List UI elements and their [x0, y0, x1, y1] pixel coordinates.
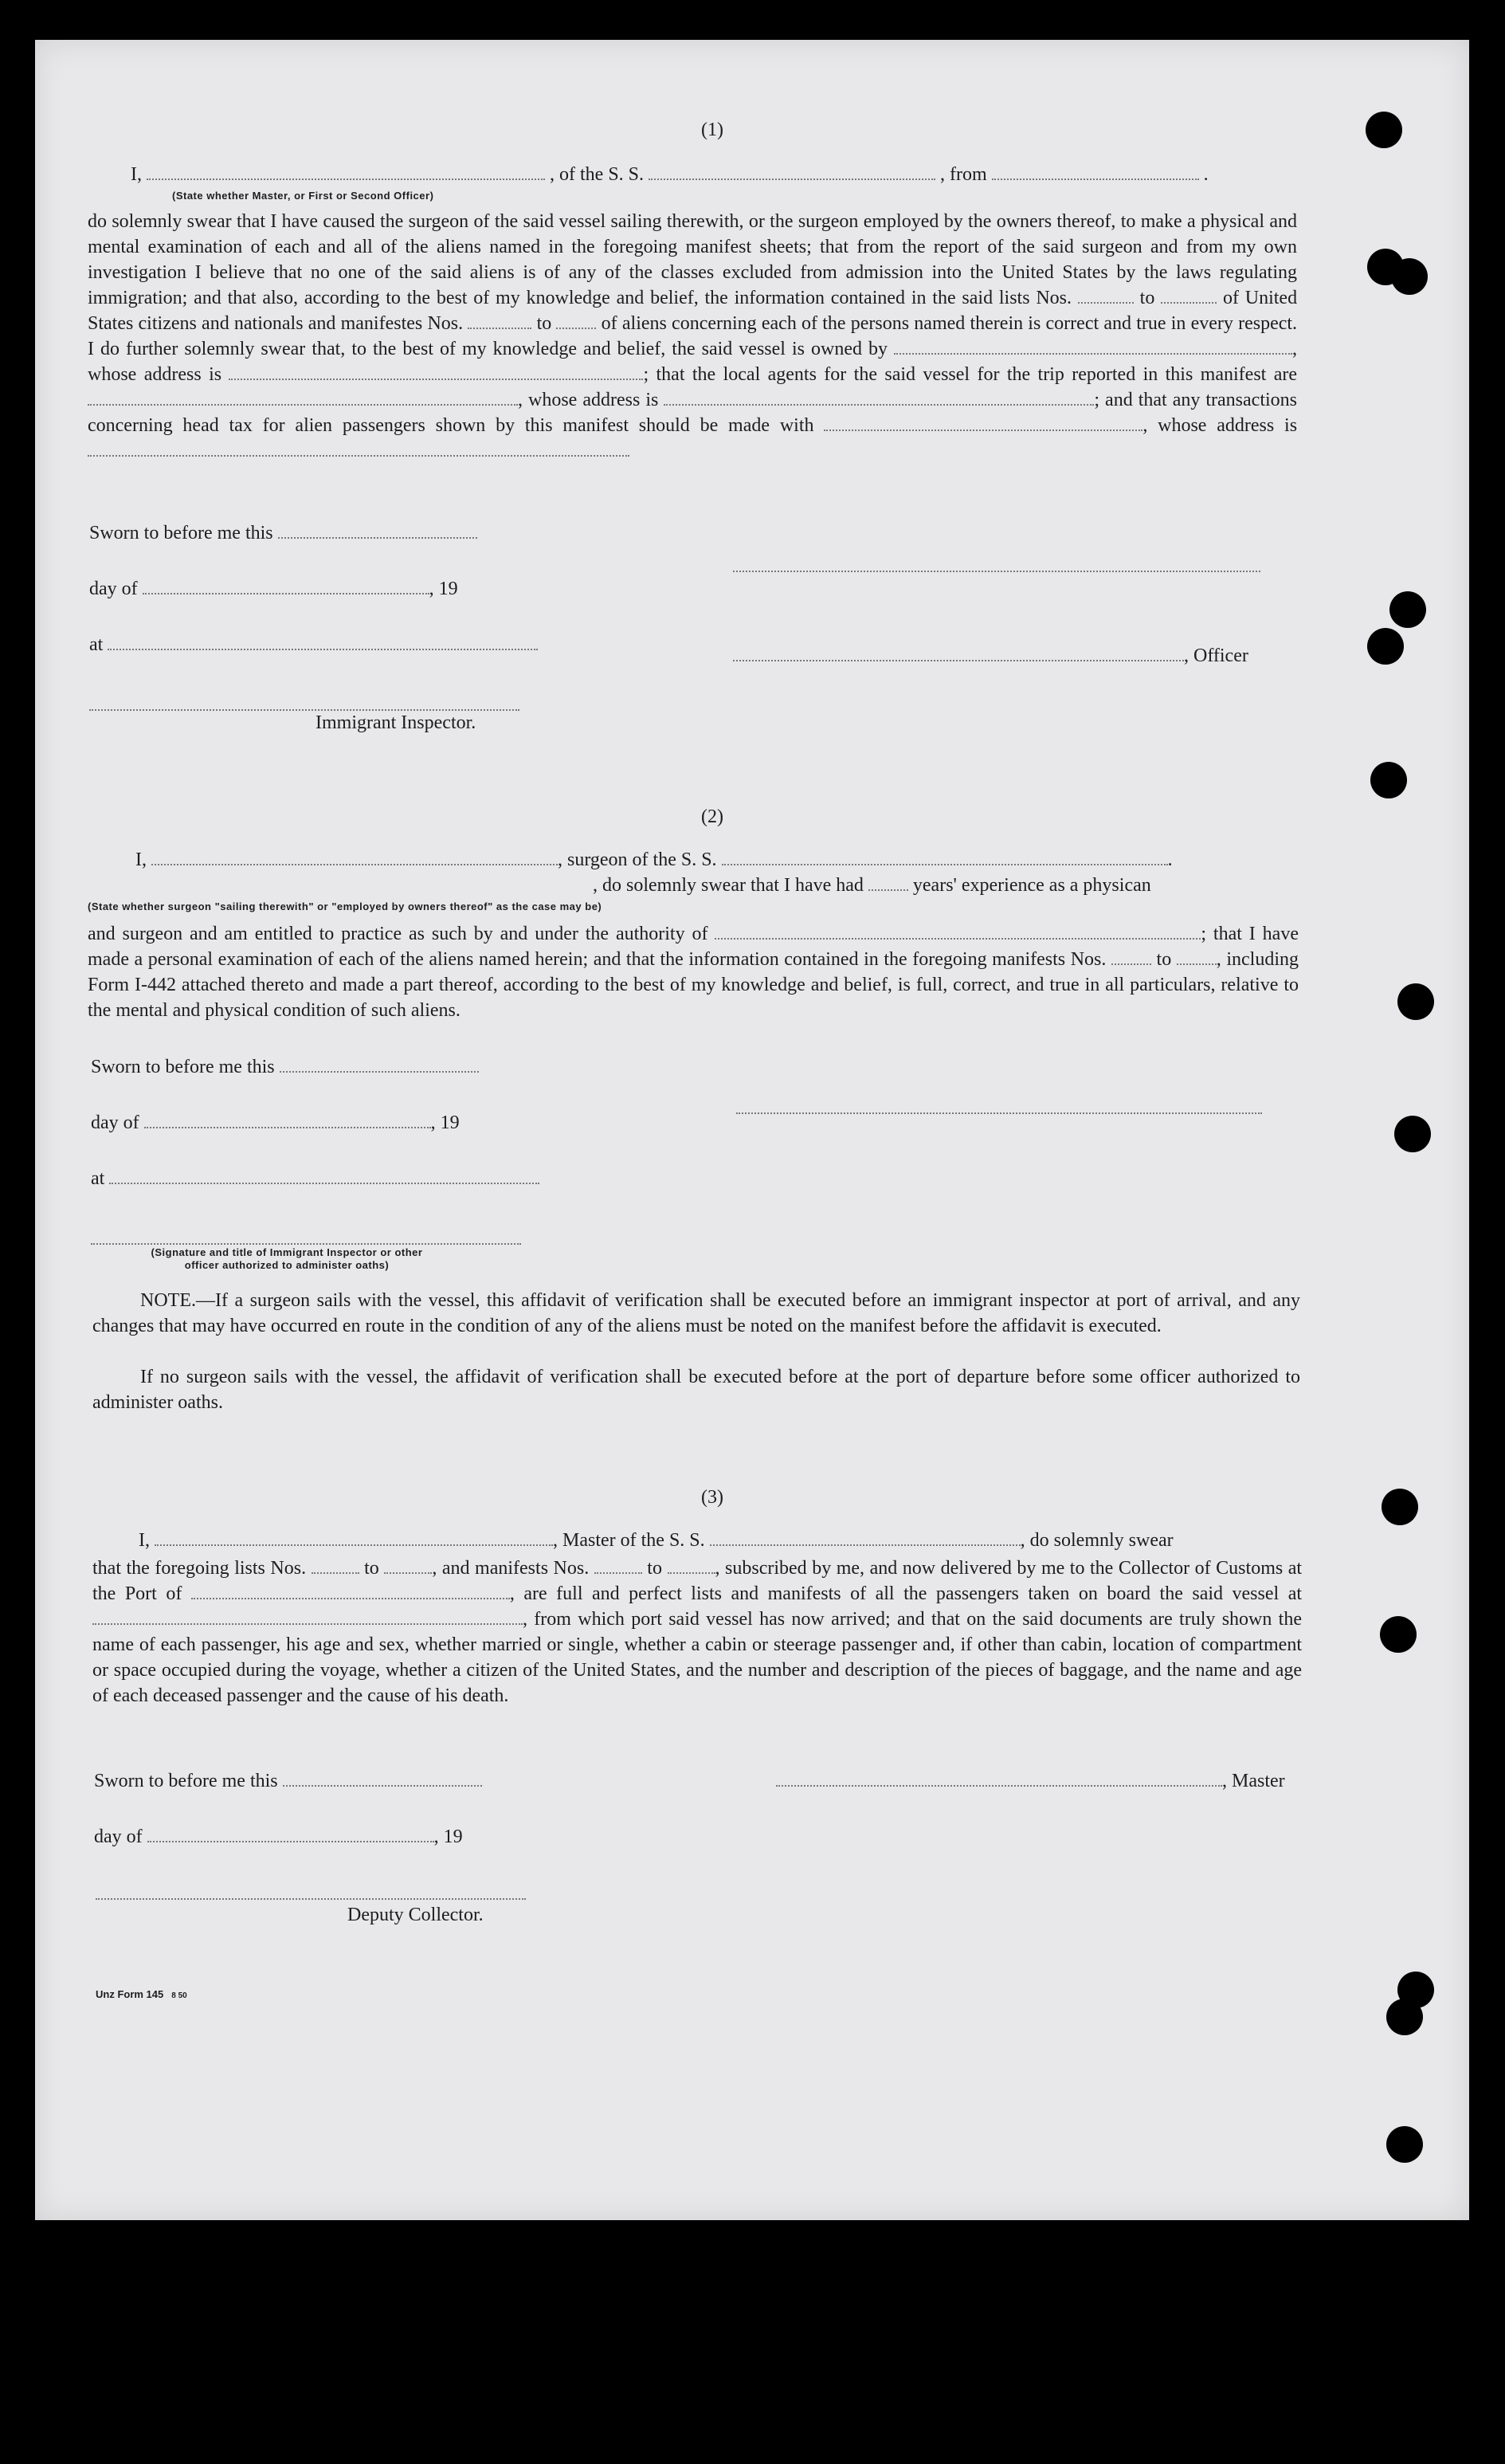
day-field[interactable] — [144, 1112, 431, 1128]
at-line — [89, 634, 538, 656]
at-label: at — [89, 634, 104, 655]
punch-hole — [1394, 1116, 1431, 1152]
body-text: and surgeon and am entitled to practice as such by and under the authority of — [88, 924, 708, 944]
sworn-line — [91, 1057, 479, 1078]
officer-signature-field[interactable] — [733, 645, 1184, 661]
day-label: day of — [89, 579, 138, 599]
at-line — [91, 1168, 539, 1190]
sworn-label: Sworn to before me this — [91, 1057, 275, 1077]
owner-address-field[interactable] — [229, 364, 643, 380]
section2-body — [88, 921, 1299, 1023]
punch-hole — [1366, 112, 1402, 148]
signature-note-line: (Signature and title of Immigrant Inspector or other — [151, 1246, 423, 1258]
punch-hole — [1397, 983, 1434, 1020]
note-paragraph-2 — [92, 1364, 1300, 1415]
master-signature-line[interactable] — [733, 569, 1260, 572]
manifests-to-field[interactable] — [556, 313, 596, 329]
day-label: day of — [94, 1826, 143, 1847]
day-field[interactable] — [147, 1826, 434, 1842]
master-name-field[interactable] — [155, 1530, 553, 1546]
note-paragraph — [92, 1288, 1300, 1339]
day-line — [94, 1826, 463, 1848]
body-text: , — [1142, 415, 1148, 436]
form-page — [35, 40, 1469, 2220]
body-text: whose address is — [1158, 415, 1298, 436]
sworn-date-field[interactable] — [278, 523, 477, 539]
form-number — [96, 1987, 187, 2002]
body-text: to — [536, 313, 552, 334]
surgeon-label: , surgeon of the S. S. — [558, 849, 717, 870]
s3-manifests-from-field[interactable] — [594, 1558, 642, 1574]
section-number: (1) — [701, 120, 723, 140]
s3-lists-to-field[interactable] — [384, 1558, 432, 1574]
body-text: ; — [1201, 924, 1207, 944]
line-end: . — [1203, 164, 1209, 185]
vessel-name-field[interactable] — [649, 164, 935, 180]
day-line — [89, 579, 458, 600]
authority-field[interactable] — [715, 924, 1201, 940]
punch-hole — [1382, 1489, 1418, 1525]
sworn-label: Sworn to before me this — [94, 1771, 278, 1791]
form-suffix-text: 8 50 — [171, 1991, 187, 2000]
agents-field[interactable] — [88, 390, 518, 406]
line-end: . — [1167, 849, 1173, 870]
day-label: day of — [91, 1112, 139, 1133]
master-label: , Master of the S. S. — [553, 1530, 705, 1551]
master-signature-line — [776, 1771, 1285, 1792]
officer-name-field[interactable] — [147, 164, 545, 180]
from-label: , from — [940, 164, 987, 185]
s3-vessel-field[interactable] — [710, 1530, 1021, 1546]
surgeon-note: (State whether surgeon "sailing therewith" or "employed by owners thereof" as the case may be) — [88, 900, 602, 912]
signature-note — [127, 1246, 446, 1272]
body-text: of aliens concerning each of the persons named therein is correct and true in every respect. I do further solemnly swear that, to the best of my knowledge and belief, the said vessel is owned by — [88, 313, 1298, 359]
master-sig-label: , Master — [1222, 1771, 1285, 1791]
s3-manifests-to-field[interactable] — [668, 1558, 715, 1574]
owner-field[interactable] — [894, 339, 1292, 355]
head-tax-field[interactable] — [824, 415, 1142, 431]
s3-lists-from-field[interactable] — [312, 1558, 359, 1574]
section-number: (3) — [701, 1487, 723, 1508]
punch-hole — [1380, 1616, 1417, 1653]
surgeon-line — [135, 849, 1173, 871]
deputy-label: Deputy Collector. — [347, 1905, 484, 1925]
body-text: to — [1139, 288, 1155, 308]
surgeon-vessel-field[interactable] — [722, 849, 1168, 865]
departure-port-field[interactable] — [992, 164, 1199, 180]
place-field[interactable] — [109, 1168, 539, 1184]
punch-hole — [1367, 628, 1404, 665]
body-text: , whose address is — [88, 339, 1298, 385]
head-tax-address-field[interactable] — [88, 441, 629, 457]
body-text: , from which port said vessel has now arrived; and that on the said documents are truly shown the name of each passenger, his age and sex, whether married or single, whether a cabin or steerage passenger and, if other than cabin, location of compartment or space occupied during the voyage, whether a citizen of the United States, and the number and description of the pieces of baggage, and the name and age of each deceased passenger and the cause of his death. — [92, 1609, 1302, 1706]
at-label: at — [91, 1168, 105, 1189]
body-text: that the foregoing lists Nos. — [92, 1558, 307, 1579]
sworn-date-field[interactable] — [280, 1057, 479, 1073]
sworn-label: Sworn to before me this — [89, 523, 273, 543]
body-text: of United States citizens and nationals and manifestes Nos. — [88, 288, 1298, 334]
year-label: , 19 — [429, 579, 458, 599]
swear-label: , do solemnly swear — [1020, 1530, 1174, 1551]
note-text: NOTE.—If a surgeon sails with the vessel, this affidavit of verification shall be executed before an immigrant inspector at port of arrival, and any changes that may have occurred en route in the condition of any of the aliens must be noted on the manifest before the affidavit is executed. — [92, 1290, 1300, 1336]
section1-body — [88, 209, 1297, 464]
officer-label: , Officer — [1184, 645, 1248, 666]
sworn-line — [89, 523, 477, 544]
day-line — [91, 1112, 460, 1134]
punch-hole — [1386, 1999, 1423, 2035]
body-text: , subscribed by me, and now delivered by me to the Collector of Customs at the Port of — [92, 1558, 1303, 1604]
year-label: , 19 — [430, 1112, 460, 1133]
body-text: that I have made a personal examination of each of the aliens named herein; and that the information contained in the foregoing manifests Nos. — [88, 924, 1299, 970]
lists-from-field[interactable] — [1078, 288, 1134, 304]
punch-hole — [1391, 258, 1428, 295]
oath-lead: I, — [135, 849, 147, 870]
years-field[interactable] — [868, 875, 908, 891]
manifests-from-field[interactable] — [468, 313, 531, 329]
body-text: do solemnly swear that I have caused the surgeon of the said vessel sailing therewith, or the surgeon employed by the owners thereof, to make a physical and mental examination of each and all of the aliens named in the foregoing manifest sheets; that from the report of the said surgeon and from my own investigation I believe that no one of the said aliens is of any of the classes excluded from admission into the United States by the laws regulating immigration; and that also, according to the best of my knowledge and belief, the information contained in the said lists Nos. — [88, 211, 1297, 308]
body-text: , and manifests Nos. — [432, 1558, 590, 1579]
sworn-date-field[interactable] — [283, 1771, 482, 1787]
agents-address-field[interactable] — [664, 390, 1094, 406]
section3-body — [92, 1556, 1302, 1709]
deputy-signature-line[interactable] — [96, 1897, 526, 1900]
embark-port-field[interactable] — [92, 1609, 523, 1625]
oath-lead: I, — [131, 164, 142, 185]
body-text: ; and that any transactions concerning head tax for alien passengers shown by this manifest should be made with — [88, 390, 1297, 436]
inspector-signature-line[interactable] — [89, 708, 519, 711]
body-text: to — [364, 1558, 379, 1579]
note-text: If no surgeon sails with the vessel, the affidavit of verification shall be executed before at the port of departure before some officer authorized to administer oaths. — [92, 1367, 1300, 1413]
signature-note-line: officer authorized to administer oaths) — [184, 1259, 390, 1271]
years-label: years' experience as a physican — [912, 875, 1151, 896]
port-field[interactable] — [191, 1583, 510, 1599]
s2-manifests-to-field[interactable] — [1177, 949, 1217, 965]
oath-lead: I, — [139, 1530, 150, 1551]
vessel-label: , of the S. S. — [550, 164, 645, 185]
body-text: ; that the local agents for the said vessel for the trip reported in this manifest are — [643, 364, 1298, 385]
body-text: to — [647, 1558, 662, 1579]
experience-line — [593, 875, 1151, 897]
punch-hole — [1370, 762, 1407, 798]
inspector-label: Immigrant Inspector. — [316, 712, 476, 733]
swear-label: , do solemnly swear that I have had — [593, 875, 864, 896]
master-signature-field[interactable] — [776, 1771, 1222, 1787]
officer-note: (State whether Master, or First or Second Officer) — [172, 190, 434, 202]
day-field[interactable] — [143, 579, 429, 594]
oath-line — [131, 164, 1209, 186]
surgeon-signature-line[interactable] — [736, 1111, 1262, 1114]
master-line — [139, 1530, 1174, 1552]
officer-line — [733, 645, 1248, 667]
body-text: to — [1156, 949, 1172, 970]
form-number-text: Unz Form 145 — [96, 1988, 164, 2000]
surgeon-name-field[interactable] — [151, 849, 558, 865]
place-field[interactable] — [108, 634, 538, 650]
body-text: , including Form I-442 attached thereto and made a part thereof, according to the best of my knowledge and belief, is full, correct, and true in all particulars, relative to the mental and physical condition of such aliens. — [88, 949, 1299, 1021]
punch-hole — [1389, 591, 1426, 628]
s2-manifests-from-field[interactable] — [1111, 949, 1151, 965]
sworn-line — [94, 1771, 482, 1792]
year-label: , 19 — [433, 1826, 463, 1847]
body-text: , whose address is — [518, 390, 659, 410]
section-number: (2) — [701, 806, 723, 827]
punch-hole — [1386, 2126, 1423, 2163]
body-text: , are full and perfect lists and manifests of all the passengers taken on board the said vessel at — [509, 1583, 1303, 1604]
lists-to-field[interactable] — [1161, 288, 1217, 304]
inspector-signature-line[interactable] — [91, 1242, 521, 1245]
